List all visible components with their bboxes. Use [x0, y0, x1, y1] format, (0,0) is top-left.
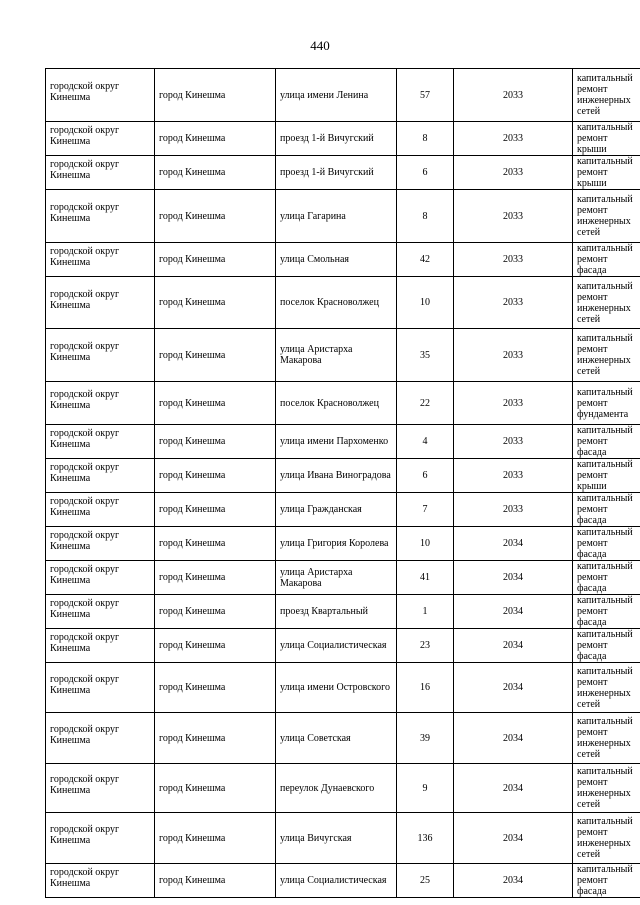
- cell-municipality: [46, 493, 155, 527]
- cell-municipality: [46, 156, 155, 190]
- cell-settlement: [155, 713, 276, 764]
- cell-settlement-text: город Кинешма: [159, 89, 226, 101]
- cell-municipality: [46, 329, 155, 382]
- table-row: [46, 629, 640, 663]
- cell-house-number: [397, 122, 454, 156]
- cell-municipality: [46, 459, 155, 493]
- cell-house-number: [397, 663, 454, 713]
- cell-municipality-text: городской округ Кинешма: [50, 597, 120, 620]
- cell-house-number-text: 16: [420, 682, 430, 693]
- table-row: [46, 459, 640, 493]
- cell-street: [276, 190, 397, 243]
- cell-municipality: [46, 595, 155, 629]
- cell-work-type-text: капитальный ремонт фундамента: [577, 386, 633, 420]
- cell-street-text: улица Социалистическая: [280, 640, 387, 651]
- table-row: [46, 813, 640, 864]
- cell-year: [454, 764, 573, 813]
- cell-settlement-text: город Кинешма: [159, 640, 226, 651]
- cell-year-text: 2034: [503, 572, 523, 583]
- cell-year: [454, 595, 573, 629]
- cell-street-text: переулок Дунаевского: [280, 782, 375, 794]
- cell-work-type-text: капитальный ремонт фасада: [577, 527, 633, 560]
- cell-street: [276, 329, 397, 382]
- cell-street: [276, 713, 397, 764]
- cell-year-text: 2033: [503, 349, 523, 361]
- cell-house-number-text: 25: [420, 875, 430, 886]
- cell-municipality: [46, 713, 155, 764]
- table-row: [46, 243, 640, 277]
- cell-year-text: 2033: [503, 470, 523, 481]
- cell-work-type-text: капитальный ремонт крыши: [577, 122, 633, 155]
- cell-house-number: [397, 329, 454, 382]
- cell-municipality-text: городской округ Кинешма: [50, 389, 120, 411]
- cell-street: [276, 69, 397, 122]
- cell-settlement-text: город Кинешма: [159, 133, 226, 144]
- cell-municipality-text: городской округ Кинешма: [50, 495, 120, 518]
- cell-municipality-text: городской округ Кинешма: [50, 673, 120, 696]
- cell-settlement-text: город Кинешма: [159, 875, 226, 886]
- cell-year-text: 2034: [503, 538, 523, 549]
- cell-house-number: [397, 459, 454, 493]
- cell-house-number-text: 10: [420, 297, 430, 308]
- cell-house-number-text: 41: [420, 572, 430, 583]
- cell-municipality: [46, 243, 155, 277]
- cell-settlement: [155, 122, 276, 156]
- cell-year: [454, 493, 573, 527]
- cell-house-number-text: 1: [422, 606, 428, 617]
- cell-municipality-text: городской округ Кинешма: [50, 866, 120, 889]
- cell-work-type-text: капитальный ремонт фасада: [577, 629, 633, 662]
- cell-municipality-text: городской округ Кинешма: [50, 774, 120, 796]
- cell-street: [276, 561, 397, 595]
- cell-work-type: [573, 69, 640, 122]
- cell-street: [276, 527, 397, 561]
- cell-year: [454, 243, 573, 277]
- cell-work-type: [573, 493, 640, 527]
- cell-settlement-text: город Кинешма: [159, 436, 226, 447]
- cell-house-number: [397, 764, 454, 813]
- cell-settlement-text: город Кинешма: [159, 210, 226, 222]
- table-row: [46, 425, 640, 459]
- cell-house-number: [397, 425, 454, 459]
- cell-work-type-text: капитальный ремонт крыши: [577, 156, 633, 189]
- cell-settlement-text: город Кинешма: [159, 297, 226, 308]
- cell-settlement-text: город Кинешма: [159, 572, 226, 583]
- cell-street: [276, 595, 397, 629]
- cell-house-number-text: 22: [420, 397, 430, 409]
- cell-settlement: [155, 243, 276, 277]
- cell-house-number-text: 39: [420, 732, 430, 744]
- cell-street-text: улица имени Островского: [280, 682, 390, 693]
- cell-year-text: 2034: [503, 832, 523, 844]
- cell-year: [454, 864, 573, 898]
- cell-house-number-text: 9: [422, 782, 428, 794]
- cell-settlement-text: город Кинешма: [159, 254, 226, 265]
- cell-street-text: поселок Красноволжец: [280, 297, 379, 308]
- cell-house-number-text: 8: [422, 133, 428, 144]
- cell-work-type-text: капитальный ремонт инженерных сетей: [577, 73, 633, 117]
- table-row: [46, 764, 640, 813]
- cell-house-number-text: 35: [420, 349, 430, 361]
- cell-municipality: [46, 122, 155, 156]
- cell-work-type: [573, 277, 640, 329]
- cell-house-number-text: 23: [420, 640, 430, 651]
- cell-year: [454, 69, 573, 122]
- cell-house-number-text: 42: [420, 254, 430, 265]
- cell-settlement-text: город Кинешма: [159, 782, 226, 794]
- cell-year-text: 2034: [503, 732, 523, 744]
- cell-year-text: 2034: [503, 782, 523, 794]
- cell-street-text: улица Гражданская: [280, 504, 362, 515]
- cell-municipality: [46, 764, 155, 813]
- cell-work-type: [573, 629, 640, 663]
- cell-work-type: [573, 122, 640, 156]
- cell-settlement: [155, 629, 276, 663]
- cell-work-type: [573, 156, 640, 190]
- cell-municipality: [46, 425, 155, 459]
- table-row: [46, 561, 640, 595]
- cell-settlement: [155, 663, 276, 713]
- cell-municipality: [46, 813, 155, 864]
- cell-work-type-text: капитальный ремонт инженерных сетей: [577, 665, 633, 710]
- cell-settlement-text: город Кинешма: [159, 832, 226, 844]
- cell-municipality-text: городской округ Кинешма: [50, 427, 120, 450]
- cell-street-text: улица Вичугская: [280, 832, 352, 844]
- cell-work-type: [573, 764, 640, 813]
- cell-house-number: [397, 277, 454, 329]
- cell-settlement-text: город Кинешма: [159, 470, 226, 481]
- cell-house-number: [397, 713, 454, 764]
- cell-work-type: [573, 190, 640, 243]
- cell-municipality: [46, 629, 155, 663]
- cell-house-number-text: 10: [420, 538, 430, 549]
- cell-house-number-text: 7: [422, 504, 428, 515]
- cell-settlement: [155, 595, 276, 629]
- cell-settlement: [155, 277, 276, 329]
- table-row: [46, 527, 640, 561]
- cell-year-text: 2033: [503, 297, 523, 308]
- cell-house-number-text: 4: [422, 436, 428, 447]
- cell-work-type: [573, 713, 640, 764]
- page-number: 440: [310, 38, 330, 53]
- cell-house-number: [397, 190, 454, 243]
- cell-house-number: [397, 69, 454, 122]
- cell-settlement: [155, 69, 276, 122]
- table-row: [46, 277, 640, 329]
- cell-year: [454, 713, 573, 764]
- cell-municipality-text: городской округ Кинешма: [50, 158, 120, 181]
- cell-year: [454, 813, 573, 864]
- cell-municipality-text: городской округ Кинешма: [50, 563, 120, 586]
- cell-street: [276, 156, 397, 190]
- cell-municipality-text: городской округ Кинешма: [50, 824, 120, 846]
- cell-municipality-text: городской округ Кинешма: [50, 631, 120, 654]
- cell-municipality-text: городской округ Кинешма: [50, 461, 120, 484]
- cell-settlement: [155, 561, 276, 595]
- cell-year: [454, 277, 573, 329]
- cell-municipality-text: городской округ Кинешма: [50, 245, 120, 268]
- cell-house-number-text: 57: [420, 89, 430, 101]
- table-row: [46, 382, 640, 425]
- cell-street: [276, 122, 397, 156]
- cell-year: [454, 156, 573, 190]
- cell-street: [276, 813, 397, 864]
- cell-municipality: [46, 864, 155, 898]
- cell-street: [276, 459, 397, 493]
- cell-year-text: 2033: [503, 133, 523, 144]
- table-row: [46, 493, 640, 527]
- cell-year: [454, 561, 573, 595]
- table-row: [46, 122, 640, 156]
- cell-house-number-text: 6: [422, 470, 428, 481]
- cell-year: [454, 382, 573, 425]
- cell-municipality: [46, 277, 155, 329]
- cell-street-text: проезд 1-й Вичугский: [280, 167, 374, 178]
- cell-work-type-text: капитальный ремонт инженерных сетей: [577, 333, 633, 377]
- cell-year-text: 2034: [503, 640, 523, 651]
- cell-municipality: [46, 190, 155, 243]
- cell-street-text: поселок Красноволжец: [280, 397, 379, 409]
- cell-year-text: 2034: [503, 606, 523, 617]
- cell-street-text: улица Ивана Виноградова: [280, 470, 391, 481]
- cell-municipality-text: городской округ Кинешма: [50, 341, 120, 363]
- cell-year: [454, 122, 573, 156]
- cell-work-type: [573, 382, 640, 425]
- cell-work-type: [573, 864, 640, 898]
- table-row: [46, 190, 640, 243]
- cell-work-type-text: капитальный ремонт фасада: [577, 243, 633, 276]
- cell-work-type-text: капитальный ремонт фасада: [577, 561, 633, 594]
- cell-settlement-text: город Кинешма: [159, 606, 226, 617]
- cell-municipality: [46, 69, 155, 122]
- cell-year-text: 2034: [503, 875, 523, 886]
- cell-street: [276, 277, 397, 329]
- table-row: [46, 329, 640, 382]
- cell-settlement: [155, 190, 276, 243]
- cell-municipality: [46, 561, 155, 595]
- cell-street-text: проезд Квартальный: [280, 606, 368, 617]
- cell-work-type: [573, 663, 640, 713]
- cell-year-text: 2033: [503, 89, 523, 101]
- cell-year-text: 2033: [503, 504, 523, 515]
- cell-year-text: 2033: [503, 436, 523, 447]
- cell-house-number: [397, 243, 454, 277]
- cell-work-type-text: капитальный ремонт инженерных сетей: [577, 194, 633, 238]
- cell-street-text: улица Аристарха Макарова: [280, 344, 353, 366]
- cell-street: [276, 493, 397, 527]
- cell-house-number: [397, 527, 454, 561]
- cell-street: [276, 243, 397, 277]
- cell-settlement: [155, 527, 276, 561]
- cell-work-type: [573, 243, 640, 277]
- cell-street: [276, 425, 397, 459]
- cell-house-number-text: 6: [422, 167, 428, 178]
- cell-work-type: [573, 813, 640, 864]
- cell-street-text: улица Смольная: [280, 254, 349, 265]
- cell-work-type-text: капитальный ремонт крыши: [577, 459, 633, 492]
- cell-settlement: [155, 156, 276, 190]
- cell-house-number: [397, 156, 454, 190]
- registry-table-body: [46, 69, 640, 898]
- cell-municipality-text: городской округ Кинешма: [50, 124, 120, 147]
- cell-work-type-text: капитальный ремонт фасада: [577, 864, 633, 897]
- cell-settlement-text: город Кинешма: [159, 504, 226, 515]
- cell-year-text: 2033: [503, 210, 523, 222]
- cell-year-text: 2033: [503, 397, 523, 409]
- cell-street-text: улица Аристарха Макарова: [280, 566, 353, 589]
- table-row: [46, 663, 640, 713]
- cell-work-type-text: капитальный ремонт фасада: [577, 595, 633, 628]
- cell-street-text: проезд 1-й Вичугский: [280, 133, 374, 144]
- cell-work-type: [573, 527, 640, 561]
- cell-work-type: [573, 329, 640, 382]
- cell-settlement-text: город Кинешма: [159, 732, 226, 744]
- table-row: [46, 595, 640, 629]
- cell-settlement-text: город Кинешма: [159, 167, 226, 178]
- cell-municipality-text: городской округ Кинешма: [50, 529, 120, 552]
- cell-settlement: [155, 329, 276, 382]
- cell-municipality-text: городской округ Кинешма: [50, 288, 120, 311]
- cell-year: [454, 663, 573, 713]
- table-row: [46, 156, 640, 190]
- cell-house-number: [397, 561, 454, 595]
- cell-municipality: [46, 663, 155, 713]
- cell-work-type-text: капитальный ремонт фасада: [577, 493, 633, 526]
- cell-house-number: [397, 493, 454, 527]
- cell-work-type: [573, 425, 640, 459]
- cell-settlement: [155, 493, 276, 527]
- cell-settlement: [155, 459, 276, 493]
- cell-municipality: [46, 527, 155, 561]
- cell-year: [454, 190, 573, 243]
- cell-house-number: [397, 813, 454, 864]
- cell-work-type-text: капитальный ремонт инженерных сетей: [577, 816, 633, 860]
- table-row: [46, 864, 640, 898]
- cell-municipality-text: городской округ Кинешма: [50, 724, 120, 746]
- cell-work-type: [573, 595, 640, 629]
- registry-table: [45, 68, 640, 898]
- cell-work-type: [573, 459, 640, 493]
- cell-house-number: [397, 629, 454, 663]
- cell-work-type-text: капитальный ремонт инженерных сетей: [577, 766, 633, 810]
- cell-settlement-text: город Кинешма: [159, 682, 226, 693]
- cell-street-text: улица Гагарина: [280, 210, 346, 222]
- cell-street: [276, 382, 397, 425]
- cell-settlement: [155, 764, 276, 813]
- cell-settlement: [155, 382, 276, 425]
- cell-house-number: [397, 864, 454, 898]
- cell-street: [276, 629, 397, 663]
- cell-street-text: улица Советская: [280, 732, 351, 744]
- cell-year-text: 2034: [503, 682, 523, 693]
- cell-settlement-text: город Кинешма: [159, 538, 226, 549]
- cell-settlement: [155, 813, 276, 864]
- cell-house-number-text: 136: [417, 832, 433, 844]
- table-row: [46, 713, 640, 764]
- cell-year: [454, 629, 573, 663]
- cell-year: [454, 425, 573, 459]
- table-row: [46, 69, 640, 122]
- cell-work-type-text: капитальный ремонт инженерных сетей: [577, 716, 633, 760]
- cell-settlement: [155, 864, 276, 898]
- cell-work-type: [573, 561, 640, 595]
- cell-street: [276, 663, 397, 713]
- cell-year: [454, 459, 573, 493]
- cell-street-text: улица Социалистическая: [280, 875, 387, 886]
- cell-settlement-text: город Кинешма: [159, 397, 226, 409]
- cell-municipality-text: городской округ Кинешма: [50, 202, 120, 224]
- cell-street-text: улица Григория Королева: [280, 538, 389, 549]
- cell-year-text: 2033: [503, 167, 523, 178]
- cell-year: [454, 329, 573, 382]
- cell-house-number-text: 8: [422, 210, 428, 222]
- cell-settlement: [155, 425, 276, 459]
- cell-street-text: улица имени Ленина: [280, 89, 369, 101]
- cell-year: [454, 527, 573, 561]
- cell-street: [276, 764, 397, 813]
- cell-street: [276, 864, 397, 898]
- cell-house-number: [397, 382, 454, 425]
- cell-work-type-text: капитальный ремонт фасада: [577, 425, 633, 458]
- cell-street-text: улица имени Пархоменко: [280, 436, 389, 447]
- cell-year-text: 2033: [503, 254, 523, 265]
- cell-settlement-text: город Кинешма: [159, 349, 226, 361]
- cell-work-type-text: капитальный ремонт инженерных сетей: [577, 280, 633, 325]
- cell-municipality: [46, 382, 155, 425]
- cell-municipality-text: городской округ Кинешма: [50, 81, 120, 103]
- cell-house-number: [397, 595, 454, 629]
